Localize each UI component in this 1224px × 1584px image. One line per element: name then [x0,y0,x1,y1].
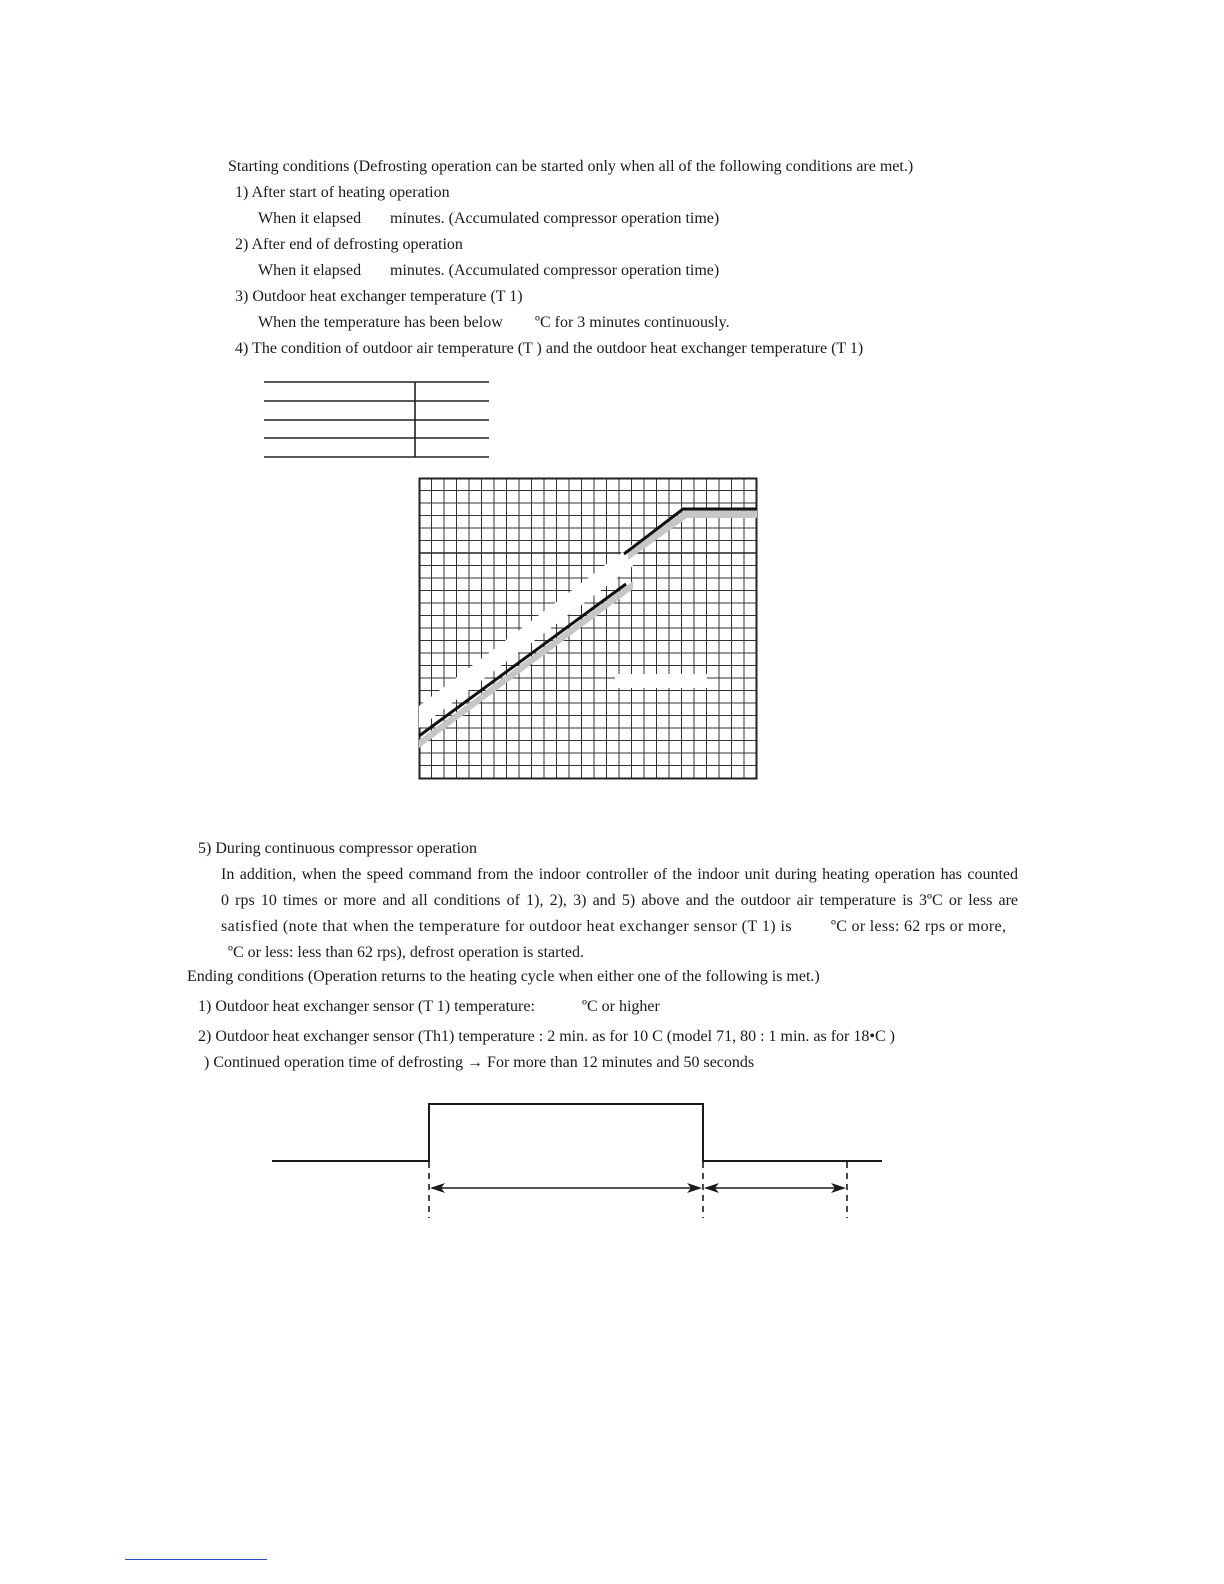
defrost-condition-graph [419,478,759,780]
ending-condition-2: 2) Outdoor heat exchanger sensor (Th1) temperature : 2 min. as for 10 C (model 71, 80 : 1 min. as for 18•C ) [198,1028,895,1045]
ending-condition-1-a: 1) Outdoor heat exchanger sensor (T 1) temperature: [198,998,535,1015]
ending-conditions-heading: Ending conditions (Operation returns to the heating cycle when either one of the following is met.) [187,968,820,985]
condition-3-text-b: ºC for 3 minutes continuously. [535,314,730,331]
condition-3-text-a: When the temperature has been below [258,314,503,331]
graph-blank-area [419,662,477,728]
graph-boundary-line-lower [419,584,626,736]
graph-shade-band [419,581,633,748]
condition-4-title: 4) The condition of outdoor air temperature (T ) and the outdoor heat exchanger temperature (T 1) [235,340,864,357]
condition-1-title: 1) After start of heating operation [235,184,450,201]
continuous-text-line-3b: ºC or less: 62 rps or more, [831,918,1007,935]
condition-2-title: 2) After end of defrosting operation [235,236,463,253]
condition-3-title: 3) Outdoor heat exchanger temperature (T 1) [235,288,523,305]
condition-1-text-a: When it elapsed [258,210,362,227]
footnote-rule [125,1559,267,1560]
condition-5-title: 5) During continuous compressor operation [198,840,478,857]
condition-2-text-a: When it elapsed [258,262,362,279]
continuous-text-line-2: 0 rps 10 times or more and all conditions of 1), 2), 3) and 5) above and the outdoor air temperature is 3ºC or less are [221,892,1018,909]
continuous-text-line-4: ºC or less: less than 62 rps), defrost operation is started. [228,944,585,961]
continuous-text-line-3a: satisfied (note that when the temperature for outdoor heat exchanger sensor (T 1) is [221,918,793,935]
starting-conditions-heading: Starting conditions (Defrosting operation can be started only when all of the following conditions are met.) [228,158,914,175]
condition-table [264,380,490,460]
condition-1-text-b: minutes. (Accumulated compressor operation time) [390,210,720,227]
timing-signal-line [272,1104,882,1161]
ending-condition-1-b: ºC or higher [582,998,660,1015]
defrost-timing-diagram [270,1100,885,1220]
condition-2-text-b: minutes. (Accumulated compressor operation time) [390,262,720,279]
continuous-text-line-1: In addition, when the speed command from the indoor controller of the indoor unit during heating operation has counted [221,866,1018,883]
graph-blank-area [615,674,707,688]
ending-condition-3: ) Continued operation time of defrosting → For more than 12 minutes and 50 seconds [204,1054,755,1071]
